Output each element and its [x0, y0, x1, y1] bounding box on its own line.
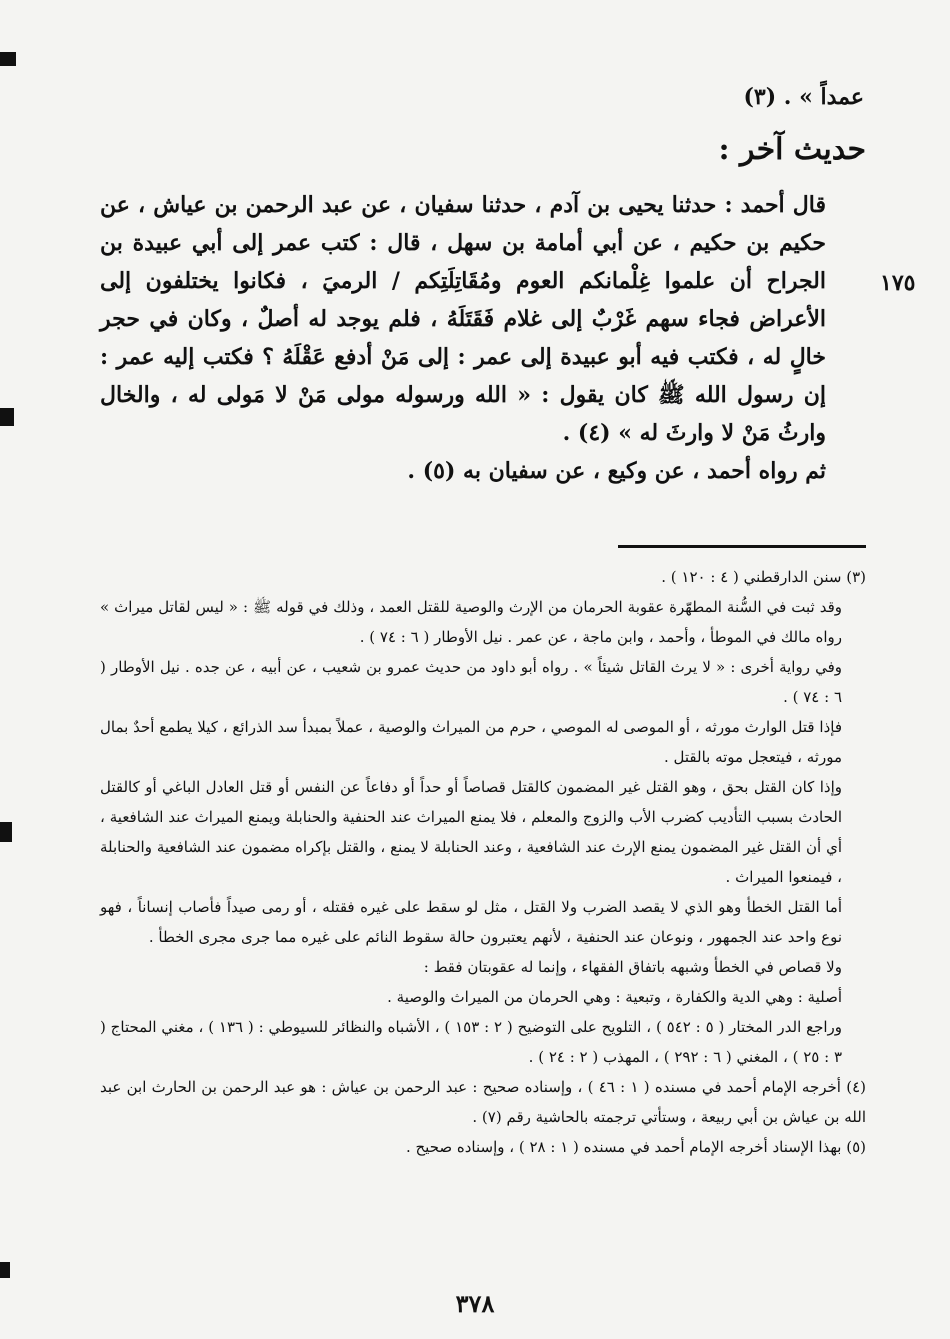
footnote-separator — [618, 545, 866, 548]
scan-edge-mark — [0, 408, 14, 426]
footnote-paragraph: وقد ثبت في السُّنة المطهّرة عقوبة الحرمان من الإرث والوصية للقتل العمد ، وذلك في قوله ﷺ : « ليس لقاتل ميراث » رواه مالك في الموطأ ، وأحمد ، وابن ماجة ، عن عمر . نيل الأوطار ( ٦ : ٧٤ ) . — [100, 598, 842, 646]
scan-edge-mark — [0, 1262, 10, 1278]
scan-edge-mark — [0, 52, 16, 66]
page-number: ٣٧٨ — [455, 1289, 495, 1318]
footnote-4: (٤) أخرجه الإمام أحمد في مسنده ( ١ : ٤٦ ) ، وإسناده صحيح : عبد الرحمن بن عياش : هو عبد الرحمن بن الحارث ابن عبد الله بن عياش بن أبي ربيعة ، وستأتي ترجمته بالحاشية رقم (٧) . — [100, 1078, 866, 1126]
side-page-number: ١٧٥ — [880, 270, 916, 296]
footnote-paragraph: أصلية : وهي الدية والكفارة ، وتبعية : وهي الحرمان من الميراث والوصية . — [387, 988, 842, 1006]
footnote-paragraph: وفي رواية أخرى : « لا يرث القاتل شيئاً » . رواه أبو داود من حديث عمرو بن شعيب ، عن أبيه ، عن جده . نيل الأوطار ( ٦ : ٧٤ ) . — [100, 658, 842, 706]
section-heading: حديث آخر : — [718, 132, 866, 167]
footnote-paragraph: وراجع الدر المختار ( ٥ : ٥٤٢ ) ، التلويح على التوضيح ( ٢ : ١٥٣ ) ، الأشباه والنظائر للسيوطي : ( ١٣٦ ) ، مغني المحتاج ( ٣ : ٢٥ ) ، المغني ( ٦ : ٢٩٢ ) ، المهذب ( ٢ : ٢٤ ) . — [100, 1018, 843, 1066]
footnote-paragraph: وإذا كان القتل بحق ، وهو القتل غير المضمون كالقتل قصاصاً أو حداً أو دفاعاً عن النفس أو قتل العادل الباغي أو كالقتل الحادث بسبب التأديب كضرب الأب والزوج والمعلم ، فلا يمنع الميراث عند الحنفية والحنابلة ويمنع الميراث عند الشافعية ، أي أن القتل غير المضمون يمنع الإرث عند الشافعية ، وعند الحنابلة لا يمنع ، والقتل بإكراه مضمون عند الشافعية والحنابلة ، فيمنعوا الميراث . — [100, 778, 842, 886]
main-text — [100, 186, 866, 490]
main-paragraph: ثم رواه أحمد ، عن وكيع ، عن سفيان به (٥) . — [407, 458, 826, 484]
footnote-paragraph: فإذا قتل الوارث مورثه ، أو الموصى له الموصي ، حرم من الميراث والوصية ، عملاً بمبدأ سد الذرائع ، كيلا يطمع أحدٌ بمال مورثه ، فيتعجل موته بالقتل . — [100, 718, 842, 766]
footnote-5: (٥) بهذا الإسناد أخرجه الإمام أحمد في مسنده ( ١ : ٢٨ ) ، وإسناده صحيح . — [405, 1138, 866, 1156]
scan-edge-mark — [0, 822, 12, 842]
footnote-paragraph: أما القتل الخطأ وهو الذي لا يقصد الضرب ولا القتل ، مثل لو سقط على غيره فقتله ، أو رمى صيداً فأصاب إنساناً ، فهو نوع واحد عند الجمهور ، ونوعان عند الحنفية ، لأنهم يعتبرون حالة سقوط النائم على غيره مما جرى مجرى الخطأ . — [100, 898, 842, 946]
footnote-line: (٣) سنن الدارقطني ( ٤ : ١٢٠ ) . — [661, 568, 866, 586]
footnote-paragraph: ولا قصاص في الخطأ وشبهه باتفاق الفقهاء ، وإنما له عقوبتان فقط : — [423, 958, 842, 976]
footnotes — [100, 562, 866, 1162]
top-line: عمداً » . (٣) — [743, 84, 864, 110]
main-paragraph: قال أحمد : حدثنا يحيى بن آدم ، حدثنا سفيان ، عن عبد الرحمن بن عياش ، عن حكيم بن حكيم ، عن أبي أمامة بن سهل ، قال : كتب عمر إلى أبي عبيدة بن الجراح أن علموا غِلْمانكم العوم ومُقَاتِلَتِكم / الرميَ ، فكانوا يختلفون إلى الأعراض فجاء سهم غَرْبٌ إلى غلام فَقَتَلَهُ ، فلم يوجد له أصلٌ ، وكان في حجر خالٍ له ، فكتب فيه أبو عبيدة إلى عمر : إلى مَنْ أدفع عَقْلَهُ ؟ فكتب إليه عمر : إن رسول الله ﷺ كان يقول : « الله ورسوله مولى مَنْ لا مَولى له ، والخال وارثُ مَنْ لا وارثَ له » (٤) . — [100, 192, 826, 446]
